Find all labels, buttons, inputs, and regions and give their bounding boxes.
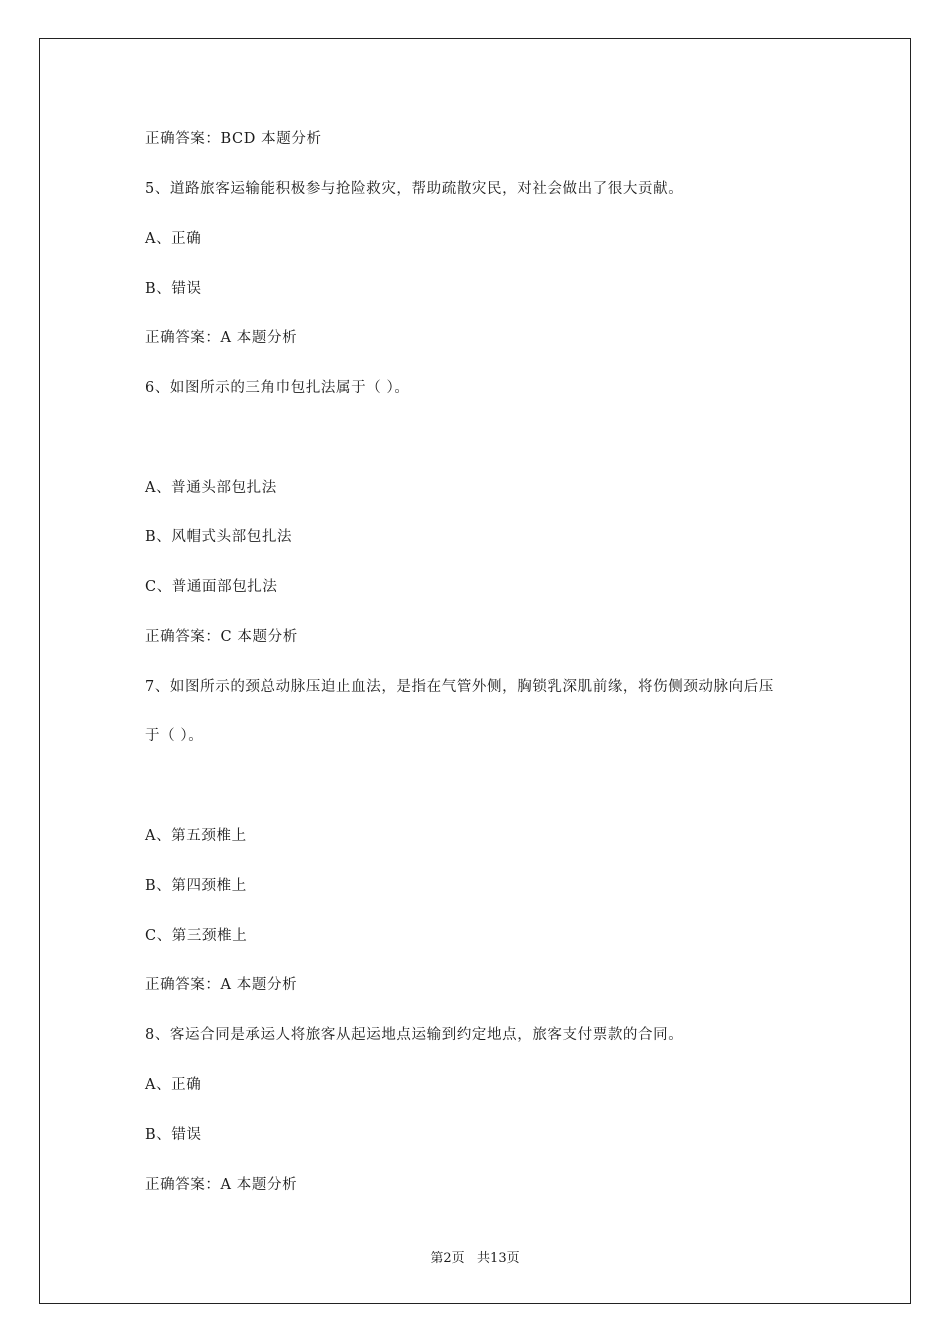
page-border	[39, 38, 911, 1304]
answer-line: 正确答案：A 本题分析	[145, 1177, 298, 1193]
question-5: 5、道路旅客运输能积极参与抢险救灾，帮助疏散灾民，对社会做出了很大贡献。	[145, 181, 684, 197]
option-c: C、普通面部包扎法	[145, 579, 278, 595]
option-c: C、第三颈椎上	[145, 928, 248, 944]
option-b: B、风帽式头部包扎法	[145, 529, 293, 545]
question-8: 8、客运合同是承运人将旅客从起运地点运输到约定地点，旅客支付票款的合同。	[145, 1027, 684, 1043]
answer-line: 正确答案：A 本题分析	[145, 977, 298, 993]
answer-line: 正确答案：C 本题分析	[145, 629, 298, 645]
question-7-continued: 于（ ）。	[145, 728, 204, 744]
answer-line: 正确答案：BCD 本题分析	[145, 131, 322, 147]
option-a: A、普通头部包扎法	[145, 480, 277, 496]
question-7: 7、如图所示的颈总动脉压迫止血法，是指在气管外侧，胸锁乳深肌前缘，将伤侧颈动脉向后压	[145, 679, 774, 695]
option-a: A、第五颈椎上	[145, 828, 247, 844]
option-b: B、第四颈椎上	[145, 878, 247, 894]
option-a: A、正确	[145, 1077, 202, 1093]
option-b: B、错误	[145, 1127, 202, 1143]
question-6: 6、如图所示的三角巾包扎法属于（ ）。	[145, 380, 410, 396]
page-number-footer: 第2页 共13页	[430, 1251, 520, 1266]
option-b: B、错误	[145, 281, 202, 297]
answer-line: 正确答案：A 本题分析	[145, 330, 298, 346]
option-a: A、正确	[145, 231, 202, 247]
